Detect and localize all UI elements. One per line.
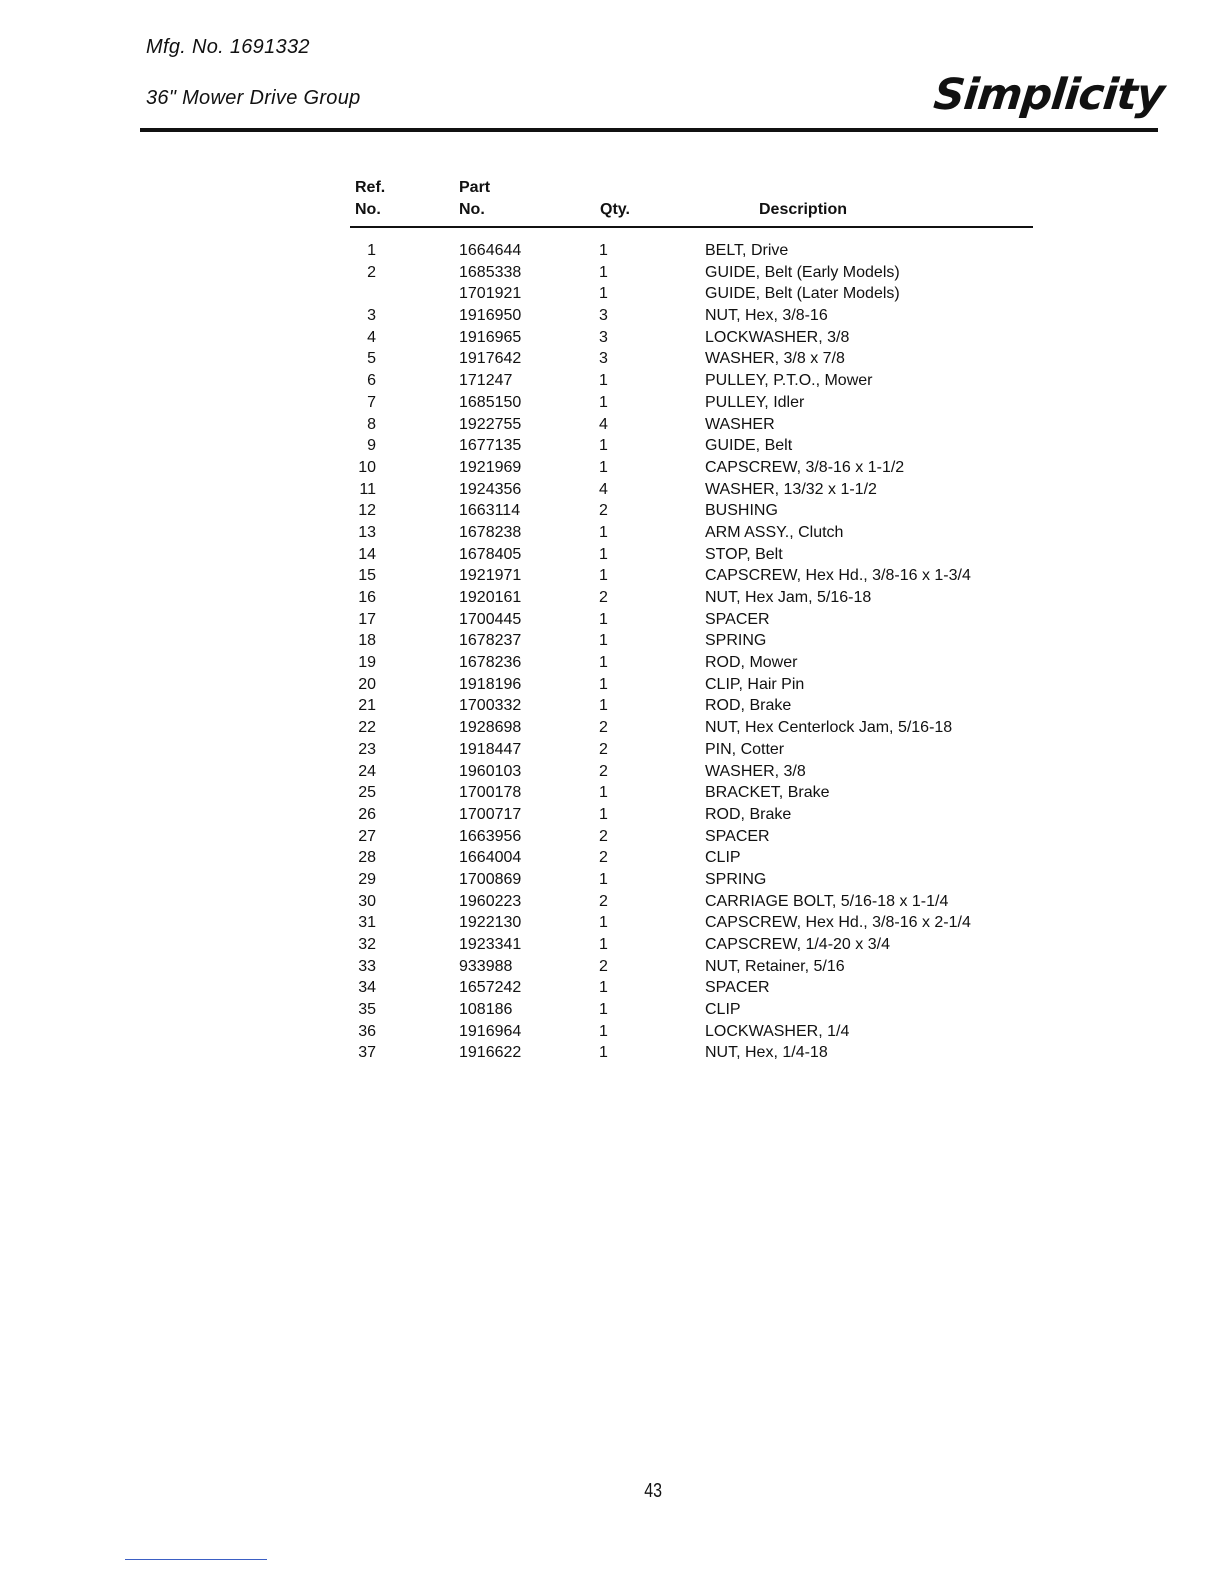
qty-cell: 1 bbox=[599, 242, 608, 259]
table-row bbox=[0, 847, 1224, 869]
description-cell: CAPSCREW, Hex Hd., 3/8-16 x 2-1/4 bbox=[705, 914, 971, 932]
ref-cell: 14 bbox=[358, 545, 376, 563]
part-number-cell: 1916622 bbox=[459, 1044, 522, 1062]
qty-cell: 3 bbox=[599, 328, 608, 346]
table-row bbox=[0, 782, 1224, 804]
table-row bbox=[0, 826, 1224, 848]
description-cell: CLIP bbox=[705, 1001, 741, 1019]
table-row bbox=[0, 674, 1224, 696]
description-cell: NUT, Hex Centerlock Jam, 5/16-18 bbox=[705, 719, 953, 737]
table-row bbox=[0, 891, 1224, 913]
part-number-cell: 1663956 bbox=[459, 827, 522, 845]
ref-cell: 2 bbox=[367, 263, 376, 281]
qty-cell: 1 bbox=[599, 654, 608, 672]
table-row bbox=[0, 652, 1224, 674]
table-row bbox=[0, 739, 1224, 761]
description-cell: NUT, Hex Jam, 5/16-18 bbox=[705, 589, 872, 606]
table-row bbox=[0, 1021, 1224, 1043]
description-cell: CLIP bbox=[705, 849, 741, 867]
table-row bbox=[0, 500, 1224, 522]
part-number-cell: 1664004 bbox=[459, 849, 522, 867]
part-number-cell: 1664644 bbox=[459, 242, 522, 259]
part-number-cell: 1916964 bbox=[459, 1022, 522, 1040]
column-header-part-line1: Part bbox=[459, 179, 491, 196]
description-cell: WASHER, 13/32 x 1-1/2 bbox=[705, 480, 877, 498]
part-number-cell: 1657242 bbox=[459, 979, 522, 997]
part-number-cell: 1918196 bbox=[459, 675, 522, 693]
header-rule bbox=[140, 128, 1158, 132]
description-cell: GUIDE, Belt (Early Models) bbox=[705, 263, 900, 281]
qty-cell: 2 bbox=[599, 719, 608, 737]
part-number-cell: 108186 bbox=[459, 1001, 513, 1019]
table-row bbox=[0, 587, 1224, 609]
part-number-cell: 1960103 bbox=[459, 762, 522, 780]
brand-logo: Simplicity bbox=[931, 70, 1167, 120]
part-number-cell: 1678236 bbox=[459, 654, 522, 672]
description-cell: CAPSCREW, 3/8-16 x 1-1/2 bbox=[705, 458, 905, 476]
table-row bbox=[0, 544, 1224, 566]
description-cell: SPACER bbox=[705, 979, 770, 997]
table-row bbox=[0, 283, 1224, 305]
qty-cell: 1 bbox=[599, 567, 608, 585]
description-cell: ROD, Brake bbox=[705, 805, 792, 823]
qty-cell: 1 bbox=[599, 936, 608, 953]
description-cell: SPRING bbox=[705, 870, 767, 888]
qty-cell: 4 bbox=[599, 415, 608, 433]
part-number-cell: 1701921 bbox=[459, 285, 522, 303]
ref-cell: 19 bbox=[358, 654, 376, 672]
ref-cell: 12 bbox=[358, 502, 376, 520]
part-number-cell: 1921971 bbox=[459, 567, 522, 585]
column-header-description: Description bbox=[759, 201, 848, 218]
ref-cell: 23 bbox=[358, 740, 376, 758]
qty-cell: 1 bbox=[599, 914, 608, 932]
column-header-ref-line1: Ref. bbox=[355, 179, 386, 196]
qty-cell: 1 bbox=[599, 697, 608, 715]
qty-cell: 1 bbox=[599, 805, 608, 823]
group-title: 36" Mower Drive Group bbox=[146, 87, 361, 109]
part-number-cell: 1916950 bbox=[459, 307, 522, 325]
ref-cell: 13 bbox=[358, 523, 376, 541]
column-header-qty: Qty. bbox=[600, 201, 630, 218]
description-cell: NUT, Hex, 1/4-18 bbox=[705, 1044, 828, 1062]
ref-cell: 18 bbox=[358, 632, 376, 650]
footer-line bbox=[125, 1559, 267, 1560]
ref-cell: 17 bbox=[358, 610, 376, 628]
table-row bbox=[0, 695, 1224, 717]
part-number-cell: 1921969 bbox=[459, 458, 522, 476]
column-header-ref bbox=[355, 177, 385, 221]
description-cell: WASHER, 3/8 x 7/8 bbox=[705, 350, 845, 368]
table-row bbox=[0, 609, 1224, 631]
table-row bbox=[0, 804, 1224, 826]
qty-cell: 1 bbox=[599, 1044, 608, 1062]
ref-cell: 24 bbox=[358, 762, 376, 780]
table-row bbox=[0, 479, 1224, 501]
ref-cell: 35 bbox=[358, 1001, 376, 1019]
parts-table bbox=[0, 240, 1224, 1064]
table-row bbox=[0, 240, 1224, 262]
part-number-cell: 1677135 bbox=[459, 437, 522, 455]
part-number-cell: 1916965 bbox=[459, 328, 522, 346]
table-row bbox=[0, 912, 1224, 934]
description-cell: CAPSCREW, Hex Hd., 3/8-16 x 1-3/4 bbox=[705, 567, 971, 585]
part-number-cell: 1922755 bbox=[459, 415, 522, 433]
description-cell: GUIDE, Belt (Later Models) bbox=[705, 285, 900, 303]
ref-cell: 6 bbox=[367, 372, 376, 390]
ref-cell: 16 bbox=[358, 589, 376, 606]
description-cell: SPACER bbox=[705, 610, 770, 628]
ref-cell: 4 bbox=[367, 328, 376, 346]
table-row bbox=[0, 305, 1224, 327]
ref-cell: 30 bbox=[358, 892, 376, 910]
part-number-cell: 933988 bbox=[459, 957, 513, 975]
part-number-cell: 1678405 bbox=[459, 545, 522, 563]
part-number-cell: 1685150 bbox=[459, 393, 522, 411]
qty-cell: 1 bbox=[599, 1001, 608, 1019]
ref-cell: 32 bbox=[358, 936, 376, 953]
ref-cell: 22 bbox=[358, 719, 376, 737]
ref-cell: 9 bbox=[367, 437, 376, 455]
description-cell: BUSHING bbox=[705, 502, 778, 520]
table-row bbox=[0, 392, 1224, 414]
table-row bbox=[0, 370, 1224, 392]
qty-cell: 2 bbox=[599, 892, 608, 910]
table-row bbox=[0, 522, 1224, 544]
description-cell: BRACKET, Brake bbox=[705, 784, 830, 802]
description-cell: NUT, Hex, 3/8-16 bbox=[705, 307, 828, 325]
part-number-cell: 1918447 bbox=[459, 740, 522, 758]
qty-cell: 2 bbox=[599, 827, 608, 845]
qty-cell: 1 bbox=[599, 545, 608, 563]
part-number-cell: 1924356 bbox=[459, 480, 522, 498]
qty-cell: 2 bbox=[599, 957, 608, 975]
qty-cell: 3 bbox=[599, 307, 608, 325]
column-header-part bbox=[459, 177, 490, 221]
page-number: 43 bbox=[644, 1480, 663, 1502]
qty-cell: 2 bbox=[599, 740, 608, 758]
ref-cell: 1 bbox=[367, 242, 376, 259]
description-cell: PULLEY, P.T.O., Mower bbox=[705, 372, 873, 390]
part-number-cell: 1922130 bbox=[459, 914, 522, 932]
table-row bbox=[0, 565, 1224, 587]
part-number-cell: 1678238 bbox=[459, 523, 522, 541]
column-header-ref-line2: No. bbox=[355, 201, 381, 218]
description-cell: GUIDE, Belt bbox=[705, 437, 793, 455]
ref-cell: 25 bbox=[358, 784, 376, 802]
table-row bbox=[0, 435, 1224, 457]
part-number-cell: 1700445 bbox=[459, 610, 522, 628]
qty-cell: 1 bbox=[599, 523, 608, 541]
part-number-cell: 1920161 bbox=[459, 589, 522, 606]
ref-cell: 5 bbox=[367, 350, 376, 368]
part-number-cell: 1685338 bbox=[459, 263, 522, 281]
description-cell: LOCKWASHER, 1/4 bbox=[705, 1022, 850, 1040]
description-cell: ROD, Brake bbox=[705, 697, 792, 715]
part-number-cell: 1678237 bbox=[459, 632, 522, 650]
description-cell: NUT, Retainer, 5/16 bbox=[705, 957, 845, 975]
ref-cell: 21 bbox=[358, 697, 376, 715]
part-number-cell: 1700332 bbox=[459, 697, 522, 715]
part-number-cell: 1923341 bbox=[459, 936, 522, 953]
ref-cell: 7 bbox=[367, 393, 376, 411]
table-row bbox=[0, 1042, 1224, 1064]
table-row bbox=[0, 977, 1224, 999]
table-row bbox=[0, 761, 1224, 783]
part-number-cell: 1917642 bbox=[459, 350, 522, 368]
ref-cell: 31 bbox=[358, 914, 376, 932]
description-cell: STOP, Belt bbox=[705, 545, 783, 563]
qty-cell: 1 bbox=[599, 372, 608, 390]
ref-cell: 15 bbox=[358, 567, 376, 585]
table-row bbox=[0, 348, 1224, 370]
table-header-rule bbox=[350, 226, 1033, 228]
description-cell: WASHER bbox=[705, 415, 775, 433]
table-row bbox=[0, 630, 1224, 652]
ref-cell: 10 bbox=[358, 458, 376, 476]
qty-cell: 2 bbox=[599, 589, 608, 606]
ref-cell: 28 bbox=[358, 849, 376, 867]
ref-cell: 33 bbox=[358, 957, 376, 975]
description-cell: CLIP, Hair Pin bbox=[705, 675, 805, 693]
description-cell: CARRIAGE BOLT, 5/16-18 x 1-1/4 bbox=[705, 892, 949, 910]
qty-cell: 1 bbox=[599, 632, 608, 650]
description-cell: PIN, Cotter bbox=[705, 740, 785, 758]
ref-cell: 8 bbox=[367, 415, 376, 433]
ref-cell: 20 bbox=[358, 675, 376, 693]
qty-cell: 3 bbox=[599, 350, 608, 368]
description-cell: SPRING bbox=[705, 632, 767, 650]
description-cell: PULLEY, Idler bbox=[705, 393, 805, 411]
qty-cell: 1 bbox=[599, 610, 608, 628]
qty-cell: 2 bbox=[599, 849, 608, 867]
qty-cell: 1 bbox=[599, 979, 608, 997]
table-row bbox=[0, 327, 1224, 349]
description-cell: LOCKWASHER, 3/8 bbox=[705, 328, 850, 346]
part-number-cell: 1700869 bbox=[459, 870, 522, 888]
description-cell: ARM ASSY., Clutch bbox=[705, 523, 844, 541]
column-header-part-line2: No. bbox=[459, 201, 485, 218]
description-cell: SPACER bbox=[705, 827, 770, 845]
qty-cell: 2 bbox=[599, 502, 608, 520]
table-row bbox=[0, 956, 1224, 978]
qty-cell: 1 bbox=[599, 1022, 608, 1040]
qty-cell: 2 bbox=[599, 762, 608, 780]
ref-cell: 34 bbox=[358, 979, 376, 997]
table-row bbox=[0, 457, 1224, 479]
qty-cell: 1 bbox=[599, 870, 608, 888]
mfg-number: Mfg. No. 1691332 bbox=[146, 36, 310, 58]
qty-cell: 1 bbox=[599, 285, 608, 303]
ref-cell: 37 bbox=[358, 1044, 376, 1062]
part-number-cell: 1663114 bbox=[459, 502, 521, 520]
ref-cell: 3 bbox=[367, 307, 376, 325]
table-row bbox=[0, 717, 1224, 739]
part-number-cell: 1960223 bbox=[459, 892, 522, 910]
qty-cell: 1 bbox=[599, 784, 608, 802]
table-row bbox=[0, 934, 1224, 956]
qty-cell: 1 bbox=[599, 263, 608, 281]
table-row bbox=[0, 999, 1224, 1021]
description-cell: WASHER, 3/8 bbox=[705, 762, 806, 780]
description-cell: CAPSCREW, 1/4-20 x 3/4 bbox=[705, 936, 890, 953]
ref-cell: 11 bbox=[359, 480, 376, 498]
qty-cell: 1 bbox=[599, 675, 608, 693]
ref-cell: 36 bbox=[358, 1022, 376, 1040]
part-number-cell: 1928698 bbox=[459, 719, 522, 737]
table-row bbox=[0, 869, 1224, 891]
table-row bbox=[0, 262, 1224, 284]
qty-cell: 1 bbox=[599, 437, 608, 455]
ref-cell: 26 bbox=[358, 805, 376, 823]
table-row bbox=[0, 414, 1224, 436]
description-cell: ROD, Mower bbox=[705, 654, 798, 672]
ref-cell: 29 bbox=[358, 870, 376, 888]
part-number-cell: 1700717 bbox=[459, 805, 522, 823]
qty-cell: 1 bbox=[599, 458, 608, 476]
part-number-cell: 171247 bbox=[459, 372, 513, 390]
description-cell: BELT, Drive bbox=[705, 242, 789, 259]
qty-cell: 4 bbox=[599, 480, 608, 498]
part-number-cell: 1700178 bbox=[459, 784, 522, 802]
qty-cell: 1 bbox=[599, 393, 608, 411]
ref-cell: 27 bbox=[358, 827, 376, 845]
